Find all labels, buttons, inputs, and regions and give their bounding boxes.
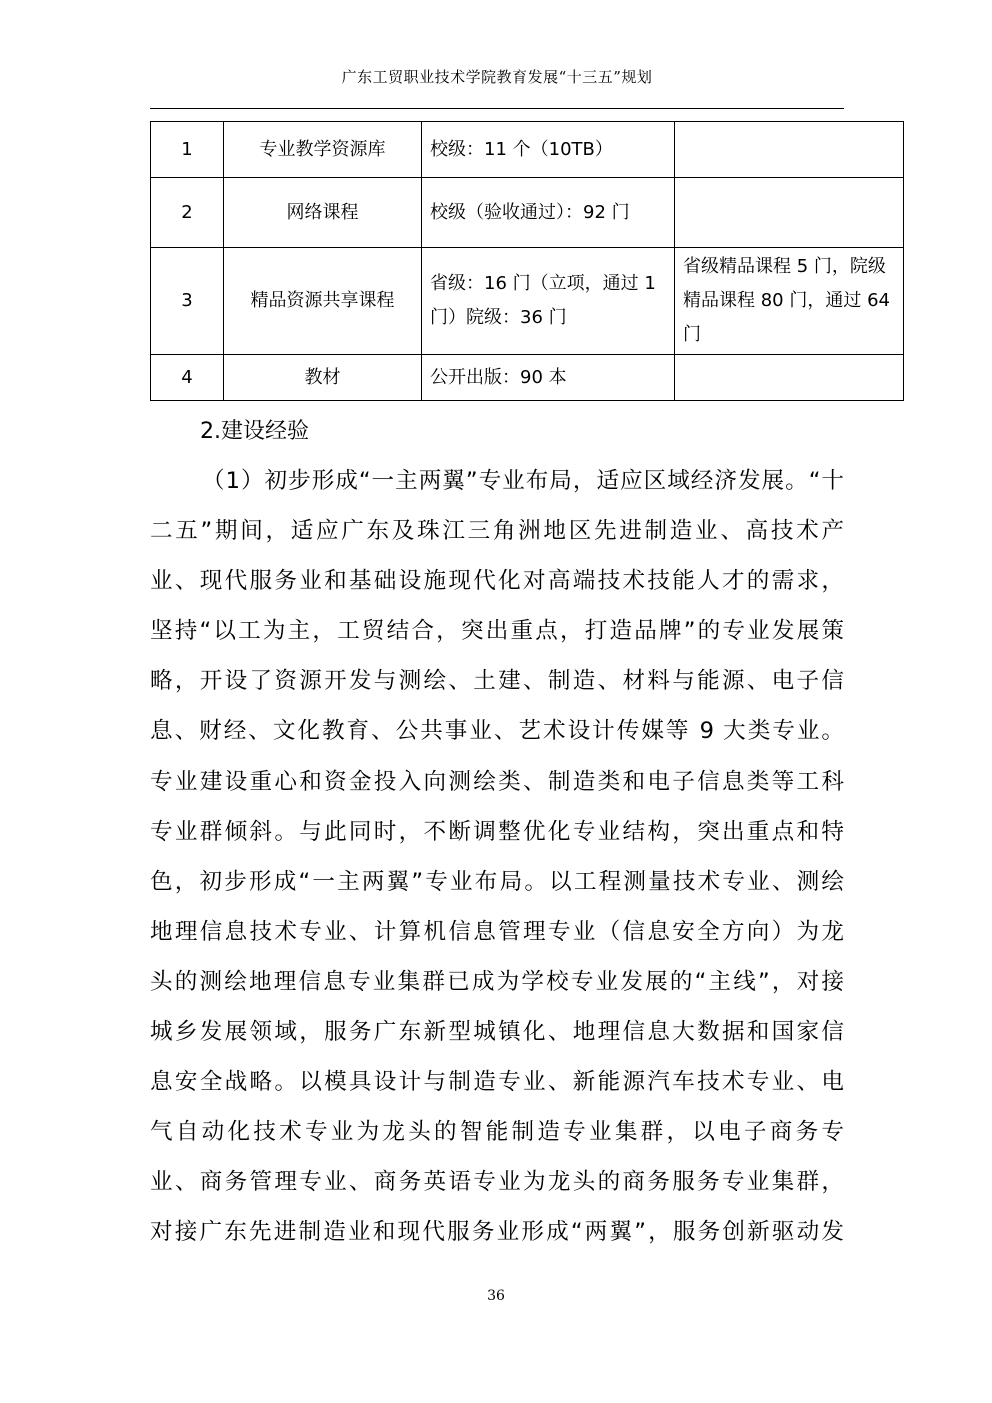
paragraph-line: 城乡发展领域，服务广东新型城镇化、地理信息大数据和国家信 [150,1019,844,1046]
page-number: 36 [487,1288,505,1304]
paragraph-line: 色，初步形成“一主两翼”专业布局。以工程测量技术专业、测绘 [150,868,844,895]
item-remark [675,355,904,401]
table-row [151,122,904,178]
item-value: 省级：16 门（立项，通过 1 门）院级：36 门 [422,248,675,355]
item-name: 教材 [224,355,422,401]
paragraph-line: 坚持“以工为主，工贸结合，突出重点，打造品牌”的专业发展策 [150,618,844,645]
paragraph-line: 专业群倾斜。与此同时，不断调整优化专业结构，突出重点和特 [150,818,844,845]
item-value: 校级（验收通过）：92 门 [422,178,675,248]
paragraph-line: 专业建设重心和资金投入向测绘类、制造类和电子信息类等工科 [150,768,844,795]
paragraph-line: 地理信息技术专业、计算机信息管理专业（信息安全方向）为龙 [150,918,844,945]
body-paragraph [150,456,844,1258]
table-row [151,248,904,355]
paragraph-line: 息安全战略。以模具设计与制造专业、新能源汽车技术专业、电 [150,1069,844,1096]
paragraph-line: 略，开设了资源开发与测绘、土建、制造、材料与能源、电子信 [150,668,844,695]
table-row [151,355,904,401]
item-name: 精品资源共享课程 [224,248,422,355]
resource-stats-table [150,121,904,401]
paragraph-line: （1）初步形成“一主两翼”专业布局，适应区域经济发展。“十 [202,468,844,494]
running-header: 广东工贸职业技术学院教育发展“十三五”规划 [341,68,653,86]
item-remark [675,122,904,178]
paragraph-line: 业、商务管理专业、商务英语专业为龙头的商务服务专业集群， [150,1169,844,1196]
item-name: 网络课程 [224,178,422,248]
row-number: 3 [151,248,224,355]
item-name: 专业教学资源库 [224,122,422,178]
header-divider [150,108,844,109]
section-heading: 2.建设经验 [200,419,309,444]
paragraph-line: 业、现代服务业和基础设施现代化对高端技术技能人才的需求， [150,568,844,595]
table-row [151,178,904,248]
item-remark [675,178,904,248]
row-number: 4 [151,355,224,401]
item-remark: 省级精品课程 5 门，院级精品课程 80 门，通过 64 门 [675,248,904,355]
paragraph-line: 对接广东先进制造业和现代服务业形成“两翼”，服务创新驱动发 [150,1219,844,1246]
row-number: 1 [151,122,224,178]
paragraph-line: 气自动化技术专业为龙头的智能制造专业集群，以电子商务专 [150,1119,844,1146]
item-value: 校级：11 个（10TB） [422,122,675,178]
item-value: 公开出版：90 本 [422,355,675,401]
row-number: 2 [151,178,224,248]
paragraph-line: 息、财经、文化教育、公共事业、艺术设计传媒等 9 大类专业。 [150,718,844,745]
paragraph-line: 头的测绘地理信息专业集群已成为学校专业发展的“主线”，对接 [150,968,844,995]
paragraph-line: 二五”期间，适应广东及珠江三角洲地区先进制造业、高技术产 [150,518,844,545]
